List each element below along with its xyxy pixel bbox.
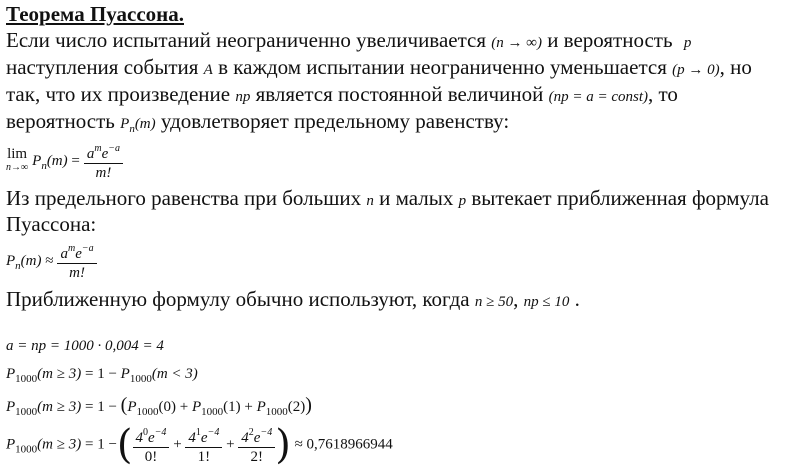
text: , то: [647, 82, 678, 106]
text: Если число испытаний неограниченно увеличивается: [6, 28, 486, 52]
calc-line-2: $P_{1000}(m \ge 3) = 1 - P_{1000}(m < 3)$: [6, 366, 198, 385]
formula-p-to-zero: (p → 0): [672, 62, 720, 78]
result-value: ≈ 0,7618966944: [294, 436, 393, 453]
para1-line1: [6, 28, 691, 55]
condition-n: n ≥ 50: [474, 294, 514, 310]
calc-line-4: $P_{1000}(m \ge 3) = 1$ −( $\frac{4^0e^{-4}}{0!}$ + $\frac{4^1e^{-4}}{1!}$ + $\frac{4^2e^{-4}}{2!}$ ) ≈ 0,7618966944: [6, 422, 393, 468]
para1-line2: [6, 55, 752, 82]
para3-line: [6, 287, 580, 314]
var-p: p: [683, 35, 692, 51]
para1-line4: [6, 109, 509, 141]
var-p: p: [458, 193, 467, 209]
text: является постоянной величиной: [255, 82, 544, 106]
text: вероятность: [6, 109, 115, 133]
formula-n-to-infinity: (n → ∞): [491, 35, 542, 51]
para1-line3: [6, 82, 678, 109]
text: и вероятность: [547, 28, 673, 52]
formula-Pn-m: $P_n(m)$: [120, 116, 156, 135]
var-A: A: [203, 62, 213, 78]
text: так, что их произведение: [6, 82, 231, 106]
para2-line1: [6, 186, 769, 213]
limit-formula: lim n→∞ $P_n(m)$ = $\frac{a^me^{-a}}{m!}$: [6, 140, 123, 182]
text: наступления события: [6, 55, 199, 79]
text: удовлетворяет предельному равенству:: [160, 109, 510, 133]
formula-np-const: (np = a = const): [548, 89, 648, 105]
var-n: n: [366, 193, 374, 209]
para2-line2: Пуассона:: [6, 212, 97, 236]
text: Приближенную формулу обычно используют, когда: [6, 287, 470, 311]
text: .: [574, 287, 580, 311]
calc-line-3: $P_{1000}(m \ge 3) = 1 - (P_{1000}(0) + P_{1000}(1) + P_{1000}(2))$: [6, 394, 312, 418]
text: ,: [513, 287, 519, 311]
calc-line-a: a = np = 1000 · 0,004 = 4: [6, 338, 164, 354]
text: вытекает приближенная формула: [471, 186, 769, 210]
approx-formula: $P_n(m)$ ≈ $\frac{a^me^{-a}}{m!}$: [6, 240, 97, 282]
page-title: Теорема Пуассона.: [6, 2, 184, 26]
lim-operator: lim n→∞: [6, 146, 29, 173]
term-1: $\frac{4^1e^{-4}}{1!}$: [185, 424, 222, 466]
var-np: np: [235, 89, 251, 105]
term-0: $\frac{4^0e^{-4}}{0!}$: [133, 424, 170, 466]
poisson-fraction: $\frac{a^me^{-a}}{m!}$: [57, 240, 96, 282]
text: в каждом испытании неограниченно уменьшается: [218, 55, 667, 79]
text: и малых: [379, 186, 454, 210]
condition-np: np ≤ 10: [523, 294, 570, 310]
text: , но: [719, 55, 752, 79]
term-2: $\frac{4^2e^{-4}}{2!}$: [238, 424, 275, 466]
text: Из предельного равенства при больших: [6, 186, 362, 210]
poisson-fraction: $\frac{a^me^{-a}}{m!}$: [84, 140, 123, 182]
